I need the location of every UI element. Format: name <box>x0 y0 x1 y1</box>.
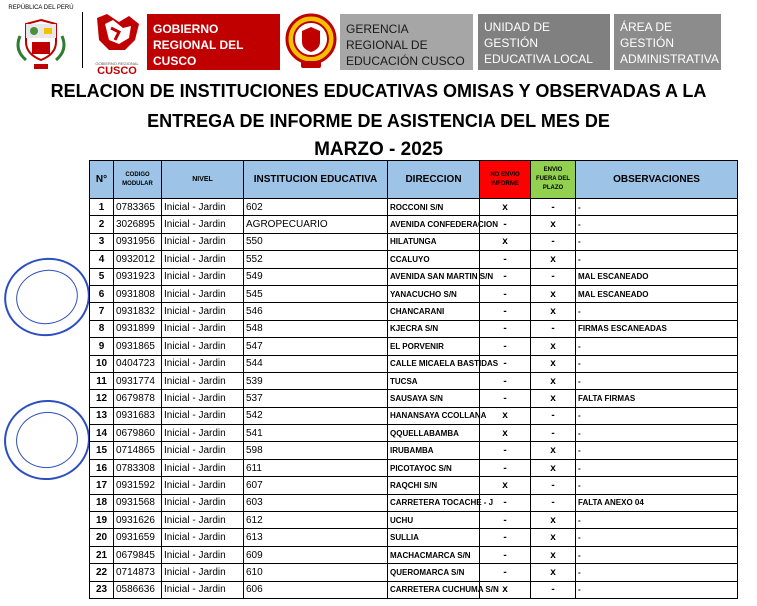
header-observaciones: OBSERVACIONES <box>576 161 738 199</box>
row-number: 20 <box>90 529 114 546</box>
direccion: HANANSAYA CCOLLANA <box>388 407 480 424</box>
nivel: Inicial - Jardin <box>162 425 244 442</box>
institucion: 603 <box>244 494 388 511</box>
no-envio-mark: - <box>480 320 531 337</box>
table-row <box>90 355 738 372</box>
codigo-modular: 0783365 <box>114 199 162 216</box>
no-envio-mark: x <box>480 199 531 216</box>
no-envio-mark: - <box>480 459 531 476</box>
header-no-envio: NO ENVIO INFORME <box>480 161 531 199</box>
direccion: YANACUCHO S/N <box>388 285 480 302</box>
direccion: TUCSA <box>388 372 480 389</box>
table-row <box>90 425 738 442</box>
codigo-modular: 0714873 <box>114 564 162 581</box>
institucion: 547 <box>244 338 388 355</box>
observacion: - <box>576 216 738 233</box>
direccion: CARRETERA CUCHUMA S/N <box>388 581 480 598</box>
envio-fuera-mark: x <box>531 216 576 233</box>
direccion: CALLE MICAELA BASTIDAS <box>388 355 480 372</box>
envio-fuera-mark: - <box>531 320 576 337</box>
cusco-logo <box>89 10 145 77</box>
nivel: Inicial - Jardin <box>162 216 244 233</box>
no-envio-mark: - <box>480 512 531 529</box>
no-envio-mark: x <box>480 425 531 442</box>
institucion: 606 <box>244 581 388 598</box>
nivel: Inicial - Jardin <box>162 459 244 476</box>
no-envio-mark: x <box>480 407 531 424</box>
no-envio-mark: - <box>480 442 531 459</box>
no-envio-mark: - <box>480 529 531 546</box>
nivel: Inicial - Jardin <box>162 372 244 389</box>
codigo-modular: 0931774 <box>114 372 162 389</box>
envio-fuera-mark: x <box>531 338 576 355</box>
codigo-modular: 0404723 <box>114 355 162 372</box>
nivel: Inicial - Jardin <box>162 512 244 529</box>
header-codigo: CODIGO MODULAR <box>114 161 162 199</box>
observacion: FALTA FIRMAS <box>576 390 738 407</box>
nivel: Inicial - Jardin <box>162 390 244 407</box>
codigo-modular: 0931626 <box>114 512 162 529</box>
row-number: 19 <box>90 512 114 529</box>
nivel: Inicial - Jardin <box>162 199 244 216</box>
codigo-modular: 0931592 <box>114 477 162 494</box>
no-envio-mark: - <box>480 390 531 407</box>
codigo-modular: 0679845 <box>114 546 162 563</box>
table-row <box>90 512 738 529</box>
institucion: AGROPECUARIO <box>244 216 388 233</box>
nivel: Inicial - Jardin <box>162 477 244 494</box>
direccion: SULLIA <box>388 529 480 546</box>
table-row <box>90 303 738 320</box>
no-envio-mark: - <box>480 338 531 355</box>
row-number: 1 <box>90 199 114 216</box>
institucion: 549 <box>244 268 388 285</box>
codigo-modular: 0932012 <box>114 251 162 268</box>
nivel: Inicial - Jardin <box>162 303 244 320</box>
table-row <box>90 320 738 337</box>
cusco-logo-big-text: CUSCO <box>97 65 137 77</box>
institucion: 539 <box>244 372 388 389</box>
table-row <box>90 251 738 268</box>
nivel: Inicial - Jardin <box>162 251 244 268</box>
direccion: UCHU <box>388 512 480 529</box>
nivel: Inicial - Jardin <box>162 581 244 598</box>
instituciones-table <box>89 160 738 599</box>
observacion: - <box>576 442 738 459</box>
nivel: Inicial - Jardin <box>162 355 244 372</box>
table-row <box>90 338 738 355</box>
row-number: 9 <box>90 338 114 355</box>
institucion: 610 <box>244 564 388 581</box>
direccion: KJECRA S/N <box>388 320 480 337</box>
codigo-modular: 0679860 <box>114 425 162 442</box>
peru-coat-of-arms-logo <box>6 6 76 70</box>
nivel: Inicial - Jardin <box>162 320 244 337</box>
institucion: 607 <box>244 477 388 494</box>
codigo-modular: 0679878 <box>114 390 162 407</box>
table-row <box>90 459 738 476</box>
nivel: Inicial - Jardin <box>162 494 244 511</box>
row-number: 2 <box>90 216 114 233</box>
direccion: HILATUNGA <box>388 233 480 250</box>
nivel: Inicial - Jardin <box>162 233 244 250</box>
envio-fuera-mark: x <box>531 529 576 546</box>
republica-label: REPÚBLICA DEL PERÚ <box>8 5 74 11</box>
nivel: Inicial - Jardin <box>162 407 244 424</box>
gerencia-regional-box: GERENCIA REGIONAL DE EDUCACIÓN CUSCO <box>340 14 473 70</box>
envio-fuera-mark: x <box>531 251 576 268</box>
row-number: 10 <box>90 355 114 372</box>
table-row <box>90 564 738 581</box>
nivel: Inicial - Jardin <box>162 442 244 459</box>
table-row <box>90 199 738 216</box>
envio-fuera-mark: - <box>531 199 576 216</box>
direccion: AVENIDA SAN MARTIN S/N <box>388 268 480 285</box>
header-envio-fuera: ENVIO FUERA DEL PLAZO <box>531 161 576 199</box>
table-row <box>90 372 738 389</box>
no-envio-mark: - <box>480 216 531 233</box>
table-row <box>90 268 738 285</box>
envio-fuera-mark: x <box>531 564 576 581</box>
table-header-row <box>90 161 738 199</box>
institucion: 611 <box>244 459 388 476</box>
institucion: 546 <box>244 303 388 320</box>
observacion: - <box>576 529 738 546</box>
no-envio-mark: - <box>480 494 531 511</box>
direccion: AVENIDA CONFEDERACION <box>388 216 480 233</box>
institucion: 542 <box>244 407 388 424</box>
row-number: 14 <box>90 425 114 442</box>
row-number: 11 <box>90 372 114 389</box>
direccion: CHANCARANI <box>388 303 480 320</box>
envio-fuera-mark: x <box>531 372 576 389</box>
envio-fuera-mark: x <box>531 303 576 320</box>
direccion: MACHACMARCA S/N <box>388 546 480 563</box>
institucion: 548 <box>244 320 388 337</box>
codigo-modular: 0931923 <box>114 268 162 285</box>
row-number: 18 <box>90 494 114 511</box>
nivel: Inicial - Jardin <box>162 338 244 355</box>
row-number: 16 <box>90 459 114 476</box>
table-row <box>90 494 738 511</box>
direccion: ROCCONI S/N <box>388 199 480 216</box>
table-row <box>90 477 738 494</box>
observacion: - <box>576 459 738 476</box>
observacion: - <box>576 233 738 250</box>
direccion: IRUBAMBA <box>388 442 480 459</box>
no-envio-mark: x <box>480 581 531 598</box>
table-row <box>90 390 738 407</box>
codigo-modular: 0931956 <box>114 233 162 250</box>
no-envio-mark: - <box>480 303 531 320</box>
codigo-modular: 3026895 <box>114 216 162 233</box>
observacion: - <box>576 477 738 494</box>
codigo-modular: 0931808 <box>114 285 162 302</box>
table-row <box>90 529 738 546</box>
gobierno-regional-box: GOBIERNO REGIONAL DEL CUSCO <box>147 14 280 70</box>
institucion: 612 <box>244 512 388 529</box>
row-number: 8 <box>90 320 114 337</box>
nivel: Inicial - Jardin <box>162 564 244 581</box>
envio-fuera-mark: - <box>531 233 576 250</box>
cusco-logo-small-text: GOBIERNO REGIONAL <box>95 61 139 66</box>
envio-fuera-mark: x <box>531 285 576 302</box>
header-divider <box>82 12 83 68</box>
row-number: 22 <box>90 564 114 581</box>
ugel-stamp-1 <box>0 250 97 344</box>
nivel: Inicial - Jardin <box>162 285 244 302</box>
envio-fuera-mark: - <box>531 268 576 285</box>
envio-fuera-mark: x <box>531 355 576 372</box>
institucion: 545 <box>244 285 388 302</box>
row-number: 21 <box>90 546 114 563</box>
direccion: EL PORVENIR <box>388 338 480 355</box>
direccion: QQUELLABAMBA <box>388 425 480 442</box>
table-row <box>90 442 738 459</box>
no-envio-mark: - <box>480 372 531 389</box>
no-envio-mark: - <box>480 251 531 268</box>
row-number: 5 <box>90 268 114 285</box>
observacion: - <box>576 199 738 216</box>
observacion: MAL ESCANEADO <box>576 268 738 285</box>
institucion: 550 <box>244 233 388 250</box>
observacion: - <box>576 407 738 424</box>
nivel: Inicial - Jardin <box>162 546 244 563</box>
institucion: 541 <box>244 425 388 442</box>
row-number: 23 <box>90 581 114 598</box>
institucion: 552 <box>244 251 388 268</box>
area-gestion-box: ÁREA DE GESTIÓN ADMINISTRATIVA <box>614 14 721 70</box>
envio-fuera-mark: x <box>531 512 576 529</box>
no-envio-mark: - <box>480 285 531 302</box>
table-row <box>90 216 738 233</box>
direccion: PICOTAYOC S/N <box>388 459 480 476</box>
envio-fuera-mark: - <box>531 581 576 598</box>
row-number: 13 <box>90 407 114 424</box>
row-number: 3 <box>90 233 114 250</box>
row-number: 4 <box>90 251 114 268</box>
envio-fuera-mark: - <box>531 494 576 511</box>
institucion: 613 <box>244 529 388 546</box>
no-envio-mark: x <box>480 233 531 250</box>
codigo-modular: 0586636 <box>114 581 162 598</box>
codigo-modular: 0714865 <box>114 442 162 459</box>
no-envio-mark: - <box>480 546 531 563</box>
institucion: 544 <box>244 355 388 372</box>
table-row <box>90 581 738 598</box>
observacion: - <box>576 303 738 320</box>
observacion: FIRMAS ESCANEADAS <box>576 320 738 337</box>
table-row <box>90 233 738 250</box>
observacion: - <box>576 372 738 389</box>
observacion: - <box>576 338 738 355</box>
gerencia-seal-logo <box>285 12 337 70</box>
envio-fuera-mark: - <box>531 425 576 442</box>
direccion: SAUSAYA S/N <box>388 390 480 407</box>
codigo-modular: 0931899 <box>114 320 162 337</box>
nivel: Inicial - Jardin <box>162 529 244 546</box>
no-envio-mark: - <box>480 268 531 285</box>
observacion: - <box>576 425 738 442</box>
codigo-modular: 0931683 <box>114 407 162 424</box>
document-title-line1: RELACION DE INSTITUCIONES EDUCATIVAS OMISAS Y OBSERVADAS A LA <box>50 81 707 101</box>
observacion: - <box>576 355 738 372</box>
row-number: 15 <box>90 442 114 459</box>
codigo-modular: 0931865 <box>114 338 162 355</box>
no-envio-mark: - <box>480 355 531 372</box>
ugel-canchis-box: UNIDAD DE GESTIÓN EDUCATIVA LOCAL CANCHIS <box>478 14 610 70</box>
row-number: 17 <box>90 477 114 494</box>
table-row <box>90 407 738 424</box>
header-institucion: INSTITUCION EDUCATIVA <box>244 161 388 199</box>
observacion: MAL ESCANEADO <box>576 285 738 302</box>
codigo-modular: 0931659 <box>114 529 162 546</box>
direccion: QUEROMARCA S/N <box>388 564 480 581</box>
observacion: - <box>576 251 738 268</box>
ugel-stamp-2 <box>0 394 95 485</box>
codigo-modular: 0783308 <box>114 459 162 476</box>
table-row <box>90 285 738 302</box>
institucion: 602 <box>244 199 388 216</box>
header-nivel: NIVEL <box>162 161 244 199</box>
header-direccion: DIRECCION <box>388 161 480 199</box>
document-title-line3: MARZO - 2025 <box>314 139 443 160</box>
no-envio-mark: x <box>480 477 531 494</box>
row-number: 12 <box>90 390 114 407</box>
direccion: CCALUYO <box>388 251 480 268</box>
observacion: - <box>576 581 738 598</box>
envio-fuera-mark: - <box>531 407 576 424</box>
direccion: RAQCHI S/N <box>388 477 480 494</box>
direccion: CARRETERA TOCACHE - J <box>388 494 480 511</box>
table-row <box>90 546 738 563</box>
envio-fuera-mark: - <box>531 477 576 494</box>
observacion: - <box>576 546 738 563</box>
envio-fuera-mark: x <box>531 546 576 563</box>
observacion: - <box>576 512 738 529</box>
institucion: 609 <box>244 546 388 563</box>
institucion: 537 <box>244 390 388 407</box>
codigo-modular: 0931568 <box>114 494 162 511</box>
no-envio-mark: - <box>480 564 531 581</box>
envio-fuera-mark: x <box>531 442 576 459</box>
document-title-line2: ENTREGA DE INFORME DE ASISTENCIA DEL MES DE <box>147 111 610 131</box>
institucion: 598 <box>244 442 388 459</box>
envio-fuera-mark: x <box>531 390 576 407</box>
observacion: FALTA ANEXO 04 <box>576 494 738 511</box>
row-number: 6 <box>90 285 114 302</box>
envio-fuera-mark: x <box>531 459 576 476</box>
header-num: N° <box>90 161 114 199</box>
observacion: - <box>576 564 738 581</box>
nivel: Inicial - Jardin <box>162 268 244 285</box>
codigo-modular: 0931832 <box>114 303 162 320</box>
row-number: 7 <box>90 303 114 320</box>
